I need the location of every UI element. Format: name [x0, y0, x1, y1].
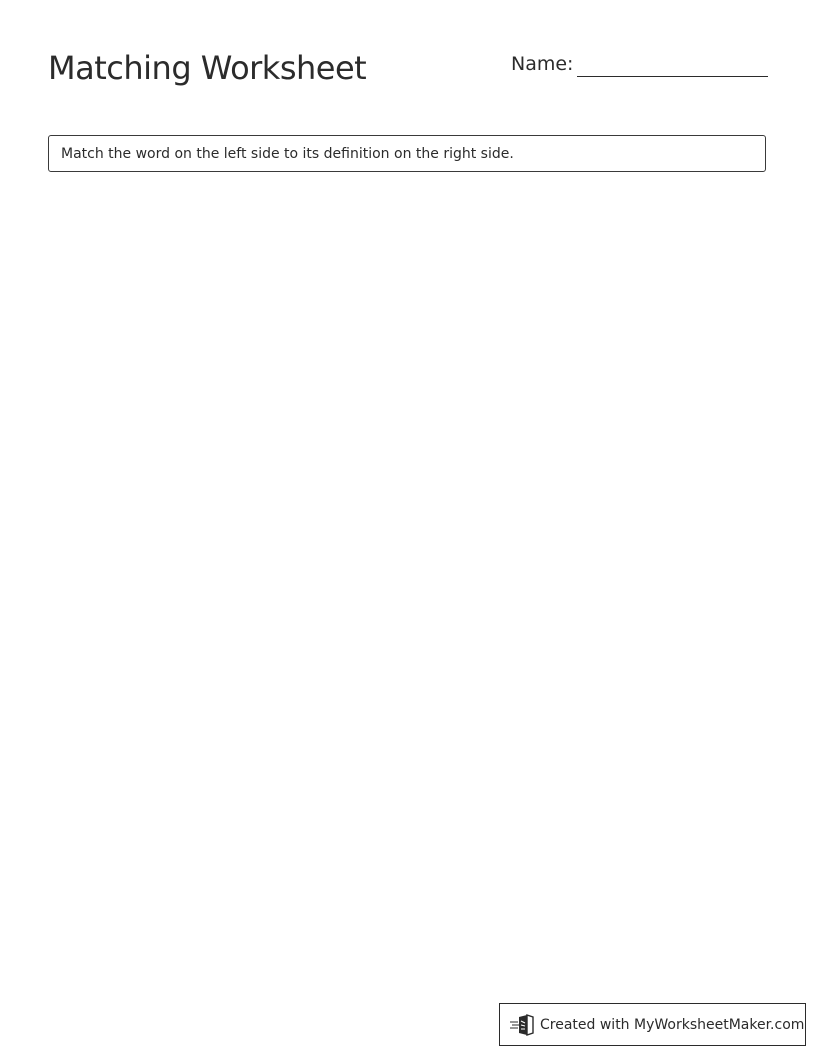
worksheet-maker-logo-icon [509, 1014, 535, 1036]
footer-credit-badge [499, 1003, 806, 1046]
instructions-text: Match the word on the left side to its definition on the right side. [61, 146, 514, 162]
page-title: Matching Worksheet [48, 49, 367, 87]
footer-credit-text: Created with MyWorksheetMaker.com [540, 1017, 805, 1033]
instructions-box [48, 135, 766, 172]
name-label: Name: [511, 53, 574, 75]
name-field-area [511, 52, 769, 80]
name-blank-line [577, 76, 768, 77]
